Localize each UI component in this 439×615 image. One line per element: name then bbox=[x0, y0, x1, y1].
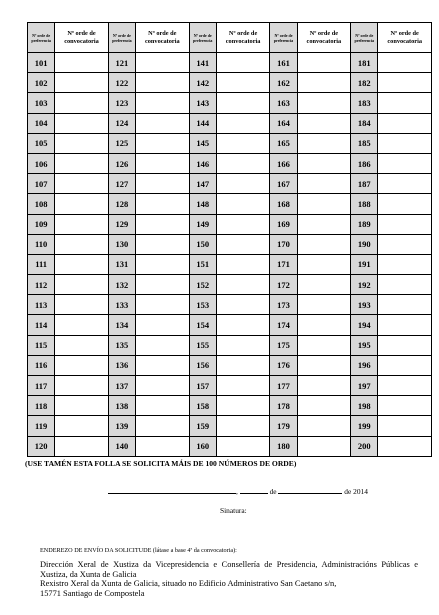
call-order-cell[interactable] bbox=[297, 295, 351, 315]
table-row bbox=[28, 234, 432, 254]
call-order-cell[interactable] bbox=[216, 93, 270, 113]
call-order-cell[interactable] bbox=[216, 275, 270, 295]
call-order-cell[interactable] bbox=[55, 194, 109, 214]
call-order-cell[interactable] bbox=[136, 234, 190, 254]
preference-number: 157 bbox=[189, 376, 216, 396]
preference-number: 120 bbox=[28, 436, 55, 456]
preference-number: 200 bbox=[351, 436, 378, 456]
preference-number: 127 bbox=[108, 174, 135, 194]
preference-number: 194 bbox=[351, 315, 378, 335]
call-order-cell[interactable] bbox=[297, 396, 351, 416]
table-row bbox=[28, 153, 432, 173]
preference-number: 145 bbox=[189, 133, 216, 153]
call-order-cell[interactable] bbox=[297, 93, 351, 113]
preference-number: 130 bbox=[108, 234, 135, 254]
call-order-cell[interactable] bbox=[55, 234, 109, 254]
call-order-cell[interactable] bbox=[55, 174, 109, 194]
call-order-cell[interactable] bbox=[136, 254, 190, 274]
call-order-cell[interactable] bbox=[55, 335, 109, 355]
day-field[interactable] bbox=[240, 486, 268, 494]
call-order-cell[interactable] bbox=[378, 174, 432, 194]
preference-number: 178 bbox=[270, 396, 297, 416]
address-line: Rexistro Xeral da Xunta de Galicia, situado no Edificio Administrativo San Caetano s/n, bbox=[40, 579, 337, 589]
preference-number: 110 bbox=[28, 234, 55, 254]
table-row bbox=[28, 194, 432, 214]
preference-number: 173 bbox=[270, 295, 297, 315]
call-order-cell[interactable] bbox=[136, 335, 190, 355]
call-order-cell[interactable] bbox=[297, 174, 351, 194]
call-order-cell[interactable] bbox=[136, 275, 190, 295]
preference-number: 195 bbox=[351, 335, 378, 355]
call-order-cell[interactable] bbox=[55, 153, 109, 173]
call-order-cell[interactable] bbox=[216, 416, 270, 436]
table-row bbox=[28, 416, 432, 436]
table-row bbox=[28, 436, 432, 456]
preference-number: 141 bbox=[189, 53, 216, 73]
call-order-cell[interactable] bbox=[55, 214, 109, 234]
call-order-cell[interactable] bbox=[378, 153, 432, 173]
preference-number: 188 bbox=[351, 194, 378, 214]
preference-number: 132 bbox=[108, 275, 135, 295]
preference-number: 116 bbox=[28, 355, 55, 375]
call-order-cell[interactable] bbox=[136, 376, 190, 396]
call-order-cell[interactable] bbox=[55, 133, 109, 153]
preference-number: 103 bbox=[28, 93, 55, 113]
table-header-row bbox=[28, 23, 432, 53]
call-order-cell[interactable] bbox=[216, 113, 270, 133]
preference-number: 174 bbox=[270, 315, 297, 335]
call-order-cell[interactable] bbox=[297, 153, 351, 173]
call-order-cell[interactable] bbox=[55, 436, 109, 456]
call-order-cell[interactable] bbox=[216, 174, 270, 194]
preference-number: 147 bbox=[189, 174, 216, 194]
call-order-cell[interactable] bbox=[378, 53, 432, 73]
preference-number: 111 bbox=[28, 254, 55, 274]
preference-number: 137 bbox=[108, 376, 135, 396]
table-row bbox=[28, 376, 432, 396]
month-field[interactable] bbox=[278, 486, 342, 494]
preference-number: 128 bbox=[108, 194, 135, 214]
preference-number: 122 bbox=[108, 73, 135, 93]
preference-number: 181 bbox=[351, 53, 378, 73]
preference-number: 104 bbox=[28, 113, 55, 133]
table-row bbox=[28, 315, 432, 335]
preference-number: 185 bbox=[351, 133, 378, 153]
call-order-cell[interactable] bbox=[216, 335, 270, 355]
table-row bbox=[28, 53, 432, 73]
preference-number: 106 bbox=[28, 153, 55, 173]
call-order-cell[interactable] bbox=[55, 73, 109, 93]
preference-number: 121 bbox=[108, 53, 135, 73]
table-row bbox=[28, 335, 432, 355]
usage-note: (USE TAMÉN ESTA FOLLA SE SOLICITA MÁIS DE 100 NÚMEROS DE ORDE) bbox=[25, 459, 297, 468]
preference-number: 160 bbox=[189, 436, 216, 456]
preference-number: 163 bbox=[270, 93, 297, 113]
table-row bbox=[28, 93, 432, 113]
preference-number: 150 bbox=[189, 234, 216, 254]
preference-number: 180 bbox=[270, 436, 297, 456]
call-order-cell[interactable] bbox=[297, 73, 351, 93]
call-order-cell[interactable] bbox=[136, 214, 190, 234]
call-order-cell[interactable] bbox=[378, 396, 432, 416]
call-order-cell[interactable] bbox=[55, 93, 109, 113]
call-order-cell[interactable] bbox=[216, 234, 270, 254]
call-order-cell[interactable] bbox=[297, 214, 351, 234]
call-order-cell[interactable] bbox=[55, 396, 109, 416]
preference-number: 158 bbox=[189, 396, 216, 416]
preference-number: 149 bbox=[189, 214, 216, 234]
header-preference: Nº orde de preferencia bbox=[351, 23, 378, 53]
call-order-cell[interactable] bbox=[136, 194, 190, 214]
year-value: 2014 bbox=[353, 487, 368, 496]
preference-number: 165 bbox=[270, 133, 297, 153]
preference-number: 108 bbox=[28, 194, 55, 214]
preference-table bbox=[27, 22, 432, 457]
call-order-cell[interactable] bbox=[136, 315, 190, 335]
call-order-cell[interactable] bbox=[378, 133, 432, 153]
preference-number: 135 bbox=[108, 335, 135, 355]
call-order-cell[interactable] bbox=[378, 194, 432, 214]
table-body bbox=[28, 53, 432, 457]
preference-number: 198 bbox=[351, 396, 378, 416]
header-call-order: Nº orde de convocatoria bbox=[297, 23, 351, 53]
call-order-cell[interactable] bbox=[216, 254, 270, 274]
preference-number: 123 bbox=[108, 93, 135, 113]
call-order-cell[interactable] bbox=[378, 376, 432, 396]
preference-number: 159 bbox=[189, 416, 216, 436]
preference-number: 177 bbox=[270, 376, 297, 396]
preference-number: 124 bbox=[108, 113, 135, 133]
call-order-cell[interactable] bbox=[297, 234, 351, 254]
call-order-cell[interactable] bbox=[136, 355, 190, 375]
header-call-order: Nº orde de convocatoria bbox=[216, 23, 270, 53]
comma: , bbox=[236, 487, 238, 496]
call-order-cell[interactable] bbox=[136, 133, 190, 153]
call-order-cell[interactable] bbox=[297, 315, 351, 335]
de-label-2: de bbox=[344, 487, 352, 496]
preference-number: 146 bbox=[189, 153, 216, 173]
call-order-cell[interactable] bbox=[216, 73, 270, 93]
preference-number: 148 bbox=[189, 194, 216, 214]
call-order-cell[interactable] bbox=[216, 355, 270, 375]
call-order-cell[interactable] bbox=[297, 194, 351, 214]
table-row bbox=[28, 254, 432, 274]
preference-number: 131 bbox=[108, 254, 135, 274]
call-order-cell[interactable] bbox=[297, 254, 351, 274]
call-order-cell[interactable] bbox=[378, 295, 432, 315]
place-field[interactable] bbox=[108, 486, 236, 494]
preference-number: 129 bbox=[108, 214, 135, 234]
call-order-cell[interactable] bbox=[216, 315, 270, 335]
preference-number: 142 bbox=[189, 73, 216, 93]
preference-number: 166 bbox=[270, 153, 297, 173]
call-order-cell[interactable] bbox=[216, 133, 270, 153]
call-order-cell[interactable] bbox=[136, 416, 190, 436]
call-order-cell[interactable] bbox=[297, 355, 351, 375]
call-order-cell[interactable] bbox=[136, 53, 190, 73]
preference-number: 182 bbox=[351, 73, 378, 93]
call-order-cell[interactable] bbox=[55, 376, 109, 396]
call-order-cell[interactable] bbox=[216, 53, 270, 73]
preference-number: 119 bbox=[28, 416, 55, 436]
call-order-cell[interactable] bbox=[136, 295, 190, 315]
call-order-cell[interactable] bbox=[216, 153, 270, 173]
address-block bbox=[40, 560, 418, 598]
preference-number: 197 bbox=[351, 376, 378, 396]
call-order-cell[interactable] bbox=[136, 396, 190, 416]
call-order-cell[interactable] bbox=[55, 53, 109, 73]
call-order-cell[interactable] bbox=[216, 214, 270, 234]
table-row bbox=[28, 214, 432, 234]
preference-number: 155 bbox=[189, 335, 216, 355]
preference-number: 118 bbox=[28, 396, 55, 416]
preference-number: 133 bbox=[108, 295, 135, 315]
preference-number: 190 bbox=[351, 234, 378, 254]
preference-number: 134 bbox=[108, 315, 135, 335]
preference-number: 112 bbox=[28, 275, 55, 295]
call-order-cell[interactable] bbox=[216, 194, 270, 214]
place-date-line bbox=[108, 486, 368, 496]
preference-number: 162 bbox=[270, 73, 297, 93]
call-order-cell[interactable] bbox=[216, 396, 270, 416]
preference-number: 191 bbox=[351, 254, 378, 274]
table-row bbox=[28, 396, 432, 416]
preference-number: 101 bbox=[28, 53, 55, 73]
preference-number: 175 bbox=[270, 335, 297, 355]
address-heading: ENDEREZO DE ENVÍO DA SOLICITUDE (látase a base 4ª da convocatoria): bbox=[40, 547, 237, 554]
call-order-cell[interactable] bbox=[55, 315, 109, 335]
preference-number: 113 bbox=[28, 295, 55, 315]
preference-number: 170 bbox=[270, 234, 297, 254]
call-order-cell[interactable] bbox=[136, 153, 190, 173]
call-order-cell[interactable] bbox=[136, 174, 190, 194]
call-order-cell[interactable] bbox=[297, 335, 351, 355]
call-order-cell[interactable] bbox=[378, 335, 432, 355]
call-order-cell[interactable] bbox=[297, 275, 351, 295]
preference-number: 196 bbox=[351, 355, 378, 375]
preference-number: 114 bbox=[28, 315, 55, 335]
preference-number: 109 bbox=[28, 214, 55, 234]
preference-number: 117 bbox=[28, 376, 55, 396]
call-order-cell[interactable] bbox=[378, 355, 432, 375]
preference-number: 153 bbox=[189, 295, 216, 315]
address-line: 15771 Santiago de Compostela bbox=[40, 588, 145, 598]
call-order-cell[interactable] bbox=[136, 113, 190, 133]
preference-number: 140 bbox=[108, 436, 135, 456]
header-preference: Nº orde de preferencia bbox=[270, 23, 297, 53]
header-call-order: Nº orde de convocatoria bbox=[378, 23, 432, 53]
preference-number: 125 bbox=[108, 133, 135, 153]
call-order-cell[interactable] bbox=[55, 113, 109, 133]
call-order-cell[interactable] bbox=[216, 295, 270, 315]
call-order-cell[interactable] bbox=[378, 254, 432, 274]
preference-number: 107 bbox=[28, 174, 55, 194]
call-order-cell[interactable] bbox=[378, 214, 432, 234]
call-order-cell[interactable] bbox=[55, 416, 109, 436]
preference-number: 199 bbox=[351, 416, 378, 436]
signature-label: Sinatura: bbox=[220, 506, 247, 515]
table-row bbox=[28, 133, 432, 153]
preference-number: 161 bbox=[270, 53, 297, 73]
call-order-cell[interactable] bbox=[378, 436, 432, 456]
table-row bbox=[28, 355, 432, 375]
preference-number: 171 bbox=[270, 254, 297, 274]
preference-number: 187 bbox=[351, 174, 378, 194]
preference-number: 139 bbox=[108, 416, 135, 436]
preference-number: 105 bbox=[28, 133, 55, 153]
preference-number: 126 bbox=[108, 153, 135, 173]
preference-number: 152 bbox=[189, 275, 216, 295]
preference-number: 138 bbox=[108, 396, 135, 416]
call-order-cell[interactable] bbox=[136, 73, 190, 93]
table-row bbox=[28, 295, 432, 315]
preference-number: 156 bbox=[189, 355, 216, 375]
call-order-cell[interactable] bbox=[55, 295, 109, 315]
header-preference: Nº orde de preferencia bbox=[189, 23, 216, 53]
preference-number: 186 bbox=[351, 153, 378, 173]
preference-number: 167 bbox=[270, 174, 297, 194]
preference-number: 184 bbox=[351, 113, 378, 133]
call-order-cell[interactable] bbox=[378, 275, 432, 295]
call-order-cell[interactable] bbox=[378, 73, 432, 93]
preference-number: 143 bbox=[189, 93, 216, 113]
preference-number: 169 bbox=[270, 214, 297, 234]
address-line: Dirección Xeral de Xustiza da Vicepresidencia e Consellería de Presidencia, Administracións Públicas e Xustiza, da Xunta de Galicia bbox=[40, 560, 418, 579]
de-label-1: de bbox=[269, 487, 277, 496]
header-preference: Nº orde de preferencia bbox=[108, 23, 135, 53]
call-order-cell[interactable] bbox=[216, 436, 270, 456]
preference-number: 176 bbox=[270, 355, 297, 375]
preference-number: 193 bbox=[351, 295, 378, 315]
call-order-cell[interactable] bbox=[55, 275, 109, 295]
header-call-order: Nº orde de convocatoria bbox=[55, 23, 109, 53]
call-order-cell[interactable] bbox=[378, 93, 432, 113]
call-order-cell[interactable] bbox=[297, 53, 351, 73]
preference-number: 144 bbox=[189, 113, 216, 133]
call-order-cell[interactable] bbox=[55, 355, 109, 375]
preference-number: 102 bbox=[28, 73, 55, 93]
preference-number: 115 bbox=[28, 335, 55, 355]
preference-number: 192 bbox=[351, 275, 378, 295]
preference-number: 154 bbox=[189, 315, 216, 335]
call-order-cell[interactable] bbox=[378, 234, 432, 254]
call-order-cell[interactable] bbox=[378, 113, 432, 133]
preference-number: 183 bbox=[351, 93, 378, 113]
call-order-cell[interactable] bbox=[216, 376, 270, 396]
table-row bbox=[28, 73, 432, 93]
call-order-cell[interactable] bbox=[55, 254, 109, 274]
call-order-cell[interactable] bbox=[297, 113, 351, 133]
call-order-cell[interactable] bbox=[378, 416, 432, 436]
call-order-cell[interactable] bbox=[378, 315, 432, 335]
table-row bbox=[28, 275, 432, 295]
preference-number: 164 bbox=[270, 113, 297, 133]
call-order-cell[interactable] bbox=[297, 436, 351, 456]
header-call-order: Nº orde de convocatoria bbox=[136, 23, 190, 53]
call-order-cell[interactable] bbox=[297, 133, 351, 153]
header-preference: Nº orde de preferencia bbox=[28, 23, 55, 53]
preference-number: 172 bbox=[270, 275, 297, 295]
call-order-cell[interactable] bbox=[297, 376, 351, 396]
preference-number: 168 bbox=[270, 194, 297, 214]
table-row bbox=[28, 174, 432, 194]
preference-number: 136 bbox=[108, 355, 135, 375]
preference-number: 151 bbox=[189, 254, 216, 274]
preference-number: 189 bbox=[351, 214, 378, 234]
call-order-cell[interactable] bbox=[297, 416, 351, 436]
table-row bbox=[28, 113, 432, 133]
call-order-cell[interactable] bbox=[136, 93, 190, 113]
preference-number: 179 bbox=[270, 416, 297, 436]
call-order-cell[interactable] bbox=[136, 436, 190, 456]
